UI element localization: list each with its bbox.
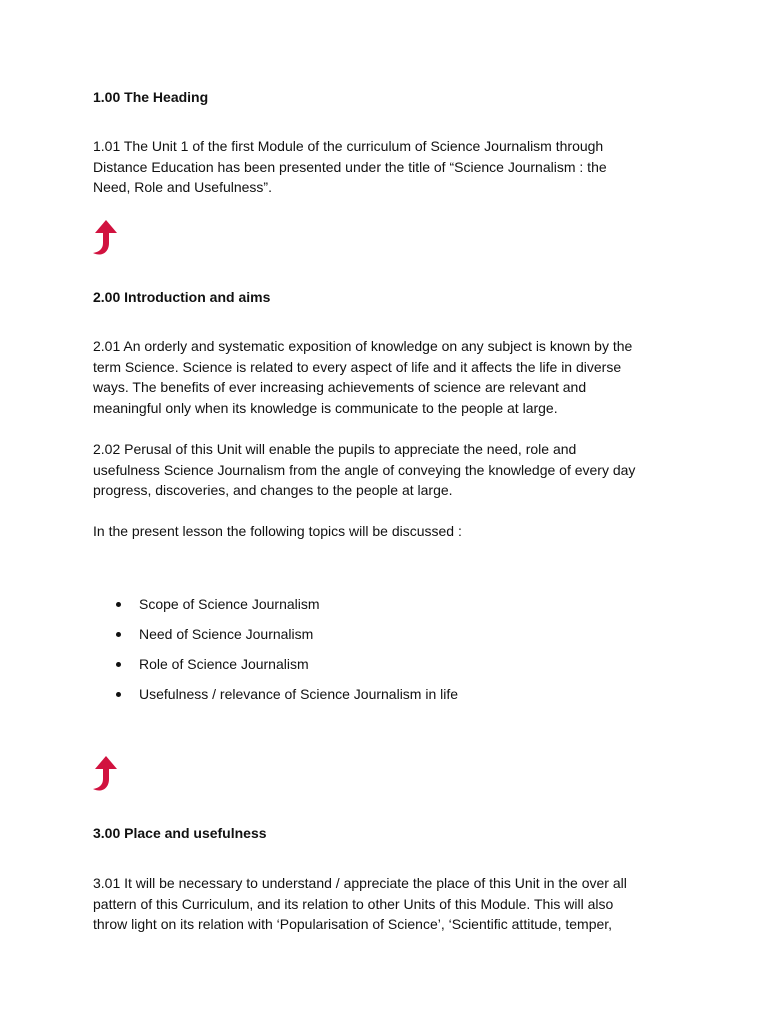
paragraph-line: meaningful only when its knowledge is communicate to the people at large.: [93, 399, 558, 416]
paragraph-line: 2.02 Perusal of this Unit will enable the pupils to appreciate the need, role and: [93, 441, 577, 457]
section-3-heading: 3.00 Place and usefulness: [93, 825, 267, 841]
list-item: [93, 594, 678, 624]
topics-list: [93, 594, 678, 714]
list-item: [93, 684, 678, 714]
paragraph-3-01: [93, 873, 678, 935]
section-2-heading: 2.00 Introduction and aims: [93, 289, 271, 305]
bullet-icon: [116, 692, 121, 697]
paragraph-line: Distance Education has been presented under the title of “Science Journalism : the: [93, 158, 607, 175]
curved-up-arrow-icon[interactable]: [91, 755, 123, 793]
paragraph-line: pattern of this Curriculum, and its relation to other Units of this Module. This will also: [93, 895, 614, 912]
bullet-icon: [116, 602, 121, 607]
paragraph-line: 3.01 It will be necessary to understand / appreciate the place of this Unit in the over all: [93, 875, 627, 891]
paragraph-line: Need, Role and Usefulness”.: [93, 179, 272, 196]
paragraph-line: 1.01 The Unit 1 of the first Module of the curriculum of Science Journalism through: [93, 138, 604, 154]
paragraph-2-02: [93, 439, 678, 501]
paragraph-line: usefulness Science Journalism from the angle of conveying the knowledge of every day: [93, 461, 636, 478]
list-item: [93, 654, 678, 684]
list-item: [93, 624, 678, 654]
topic-label: Need of Science Journalism: [139, 626, 314, 642]
paragraph-line: term Science. Science is related to every aspect of life and it affects the life in diverse: [93, 358, 622, 375]
paragraph-line: 2.01 An orderly and systematic exposition of knowledge on any subject is known by the: [93, 338, 633, 354]
paragraph-line: ways. The benefits of ever increasing achievements of science are relevant and: [93, 379, 587, 396]
topics-intro: [93, 521, 678, 542]
paragraph-line: throw light on its relation with ‘Popularisation of Science’, ‘Scientific attitude, temper,: [93, 916, 613, 933]
curved-up-arrow-icon[interactable]: [91, 219, 123, 257]
paragraph-line: In the present lesson the following topics will be discussed :: [93, 523, 462, 539]
bullet-icon: [116, 632, 121, 637]
section-1-heading: 1.00 The Heading: [93, 89, 209, 105]
paragraph-line: progress, discoveries, and changes to the people at large.: [93, 482, 453, 499]
topic-label: Usefulness / relevance of Science Journalism in life: [139, 686, 459, 702]
paragraph-1-01: [93, 136, 678, 198]
bullet-icon: [116, 662, 121, 667]
topic-label: Role of Science Journalism: [139, 656, 309, 672]
topic-label: Scope of Science Journalism: [139, 596, 320, 612]
paragraph-2-01: [93, 336, 678, 418]
